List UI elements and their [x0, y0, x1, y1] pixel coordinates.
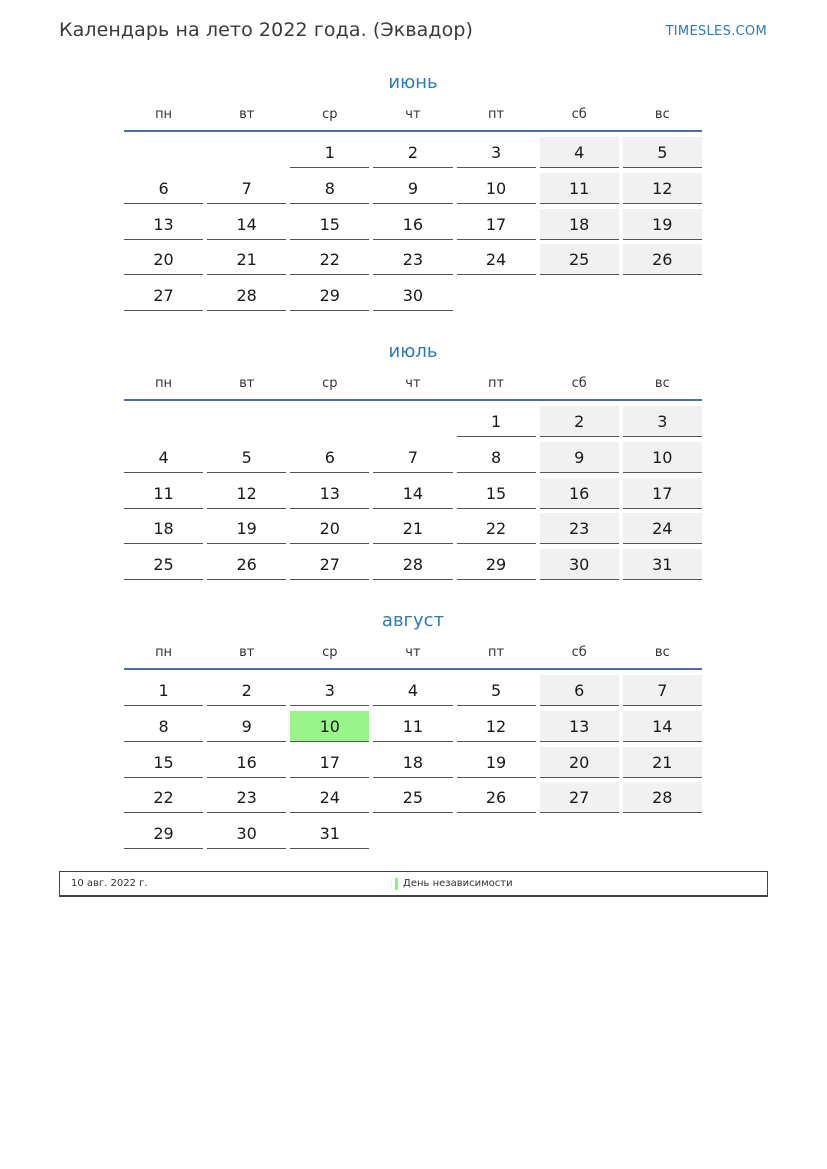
legend-swatch [395, 878, 398, 890]
day-number: 13 [540, 711, 619, 742]
day-number: 13 [124, 209, 203, 240]
day-number: 5 [207, 442, 286, 473]
weekday-header [122, 106, 704, 130]
day-number: 13 [290, 478, 369, 509]
day-number: 1 [457, 406, 536, 437]
day-cell [621, 478, 704, 514]
day-cell [621, 442, 704, 478]
weekday-label: чт [405, 376, 421, 391]
day-number: 3 [290, 675, 369, 706]
day-number: 21 [373, 513, 452, 544]
day-number: 22 [124, 782, 203, 813]
day-cell [122, 442, 205, 478]
day-cell [288, 513, 371, 549]
legend-date: 10 авг. 2022 г. [71, 878, 148, 889]
month-july [122, 340, 704, 585]
day-cell [288, 173, 371, 209]
empty-cell [371, 406, 454, 442]
day-cell [371, 209, 454, 245]
day-number: 14 [207, 209, 286, 240]
day-cell [288, 244, 371, 280]
day-cell [288, 818, 371, 854]
day-cell [621, 513, 704, 549]
day-number: 2 [373, 137, 452, 168]
day-number: 30 [207, 818, 286, 849]
day-number: 23 [207, 782, 286, 813]
day-cell [205, 711, 288, 747]
day-grid [122, 401, 704, 585]
day-number: 27 [290, 549, 369, 580]
weekday-label: ср [322, 376, 338, 391]
day-cell [455, 406, 538, 442]
day-number: 24 [457, 244, 536, 275]
day-cell [455, 244, 538, 280]
day-number: 16 [540, 478, 619, 509]
day-cell [621, 747, 704, 783]
day-cell [122, 782, 205, 818]
day-number: 6 [290, 442, 369, 473]
day-number: 30 [540, 549, 619, 580]
day-cell [122, 173, 205, 209]
day-number: 20 [290, 513, 369, 544]
day-number: 21 [207, 244, 286, 275]
day-number: 16 [373, 209, 452, 240]
day-cell [621, 782, 704, 818]
day-cell [205, 442, 288, 478]
weekday-label: пт [488, 107, 505, 122]
day-cell [538, 675, 621, 711]
day-number: 26 [623, 244, 702, 275]
day-number: 19 [623, 209, 702, 240]
day-cell [621, 173, 704, 209]
day-cell [621, 711, 704, 747]
day-cell [538, 442, 621, 478]
day-number: 31 [623, 549, 702, 580]
day-number: 9 [540, 442, 619, 473]
day-number: 8 [457, 442, 536, 473]
day-number: 30 [373, 280, 452, 311]
weekday-label: пн [155, 107, 173, 122]
day-cell [371, 173, 454, 209]
weekday-label: сб [571, 107, 587, 122]
day-number: 24 [290, 782, 369, 813]
weekday-label: вт [239, 376, 255, 391]
day-cell [288, 747, 371, 783]
day-cell [371, 747, 454, 783]
weekday-label: сб [571, 645, 587, 660]
day-number: 10 [290, 711, 369, 742]
day-number: 11 [540, 173, 619, 204]
day-number: 6 [540, 675, 619, 706]
day-cell [538, 137, 621, 173]
day-cell [371, 244, 454, 280]
day-cell [288, 675, 371, 711]
day-cell [455, 747, 538, 783]
day-cell [538, 173, 621, 209]
day-cell [455, 209, 538, 245]
holiday-legend [59, 871, 768, 897]
month-august [122, 609, 704, 854]
day-cell [621, 406, 704, 442]
day-number: 1 [290, 137, 369, 168]
day-number: 6 [124, 173, 203, 204]
day-number: 22 [290, 244, 369, 275]
day-cell [288, 782, 371, 818]
day-number: 17 [623, 478, 702, 509]
day-number: 2 [207, 675, 286, 706]
day-cell [288, 280, 371, 316]
day-cell [288, 549, 371, 585]
day-cell [205, 173, 288, 209]
day-number: 12 [457, 711, 536, 742]
day-number: 1 [124, 675, 203, 706]
day-number: 20 [124, 244, 203, 275]
weekday-label: пт [488, 376, 505, 391]
day-number: 24 [623, 513, 702, 544]
day-number: 2 [540, 406, 619, 437]
day-cell [538, 549, 621, 585]
day-number: 11 [373, 711, 452, 742]
day-number: 26 [207, 549, 286, 580]
day-cell [371, 478, 454, 514]
legend-label: День независимости [403, 878, 513, 889]
weekday-label: вс [654, 645, 670, 660]
day-cell [455, 549, 538, 585]
day-cell [205, 280, 288, 316]
month-name: июнь [388, 72, 438, 93]
day-cell [538, 711, 621, 747]
day-number: 7 [623, 675, 702, 706]
day-cell [371, 711, 454, 747]
day-number: 19 [207, 513, 286, 544]
weekday-header [122, 375, 704, 399]
day-cell [371, 782, 454, 818]
month-name: август [381, 610, 445, 631]
day-cell [122, 280, 205, 316]
weekday-label: чт [405, 645, 421, 660]
month-june [122, 71, 704, 316]
day-number: 29 [124, 818, 203, 849]
day-number: 25 [124, 549, 203, 580]
day-cell [122, 747, 205, 783]
day-number: 15 [290, 209, 369, 240]
day-number: 29 [290, 280, 369, 311]
day-number: 25 [540, 244, 619, 275]
day-cell [122, 818, 205, 854]
day-number: 16 [207, 747, 286, 778]
empty-cell [205, 406, 288, 442]
day-number: 18 [540, 209, 619, 240]
day-cell [455, 782, 538, 818]
day-cell [538, 782, 621, 818]
day-number: 29 [457, 549, 536, 580]
day-cell [122, 675, 205, 711]
weekday-label: ср [322, 107, 338, 122]
day-cell [205, 244, 288, 280]
day-number: 5 [623, 137, 702, 168]
day-number: 18 [124, 513, 203, 544]
day-cell [371, 675, 454, 711]
holiday-day-cell [288, 711, 371, 747]
day-cell [371, 280, 454, 316]
day-number: 18 [373, 747, 452, 778]
day-cell [288, 442, 371, 478]
day-cell [538, 478, 621, 514]
day-cell [455, 137, 538, 173]
day-number: 4 [540, 137, 619, 168]
empty-cell [288, 406, 371, 442]
day-number: 12 [207, 478, 286, 509]
day-cell [621, 675, 704, 711]
day-number: 31 [290, 818, 369, 849]
weekday-header [122, 644, 704, 668]
day-cell [455, 173, 538, 209]
day-number: 28 [623, 782, 702, 813]
day-cell [371, 442, 454, 478]
day-number: 22 [457, 513, 536, 544]
day-number: 12 [623, 173, 702, 204]
month-name: июль [388, 341, 438, 362]
day-number: 9 [207, 711, 286, 742]
day-cell [371, 137, 454, 173]
day-cell [122, 513, 205, 549]
day-number: 23 [540, 513, 619, 544]
day-cell [122, 478, 205, 514]
day-cell [205, 747, 288, 783]
day-number: 7 [373, 442, 452, 473]
weekday-label: сб [571, 376, 587, 391]
day-number: 11 [124, 478, 203, 509]
day-cell [621, 244, 704, 280]
weekday-label: вс [654, 376, 670, 391]
day-number: 9 [373, 173, 452, 204]
day-cell [288, 209, 371, 245]
day-cell [538, 747, 621, 783]
day-cell [621, 137, 704, 173]
day-cell [122, 244, 205, 280]
day-cell [538, 406, 621, 442]
day-number: 14 [623, 711, 702, 742]
weekday-label: вс [654, 107, 670, 122]
day-cell [538, 244, 621, 280]
day-number: 19 [457, 747, 536, 778]
day-cell [205, 818, 288, 854]
day-number: 17 [290, 747, 369, 778]
day-cell [538, 209, 621, 245]
day-number: 8 [290, 173, 369, 204]
day-cell [621, 549, 704, 585]
day-number: 25 [373, 782, 452, 813]
empty-cell [122, 406, 205, 442]
day-number: 3 [623, 406, 702, 437]
day-number: 21 [623, 747, 702, 778]
day-cell [288, 137, 371, 173]
day-number: 10 [623, 442, 702, 473]
day-cell [122, 711, 205, 747]
day-number: 17 [457, 209, 536, 240]
day-cell [455, 478, 538, 514]
day-number: 28 [207, 280, 286, 311]
day-cell [288, 478, 371, 514]
day-cell [122, 209, 205, 245]
day-cell [371, 549, 454, 585]
day-cell [205, 478, 288, 514]
day-cell [538, 513, 621, 549]
day-cell [621, 209, 704, 245]
weekday-label: вт [239, 645, 255, 660]
day-grid [122, 670, 704, 854]
day-number: 7 [207, 173, 286, 204]
day-number: 23 [373, 244, 452, 275]
day-cell [205, 209, 288, 245]
weekday-label: ср [322, 645, 338, 660]
day-cell [205, 782, 288, 818]
day-cell [455, 675, 538, 711]
day-number: 15 [457, 478, 536, 509]
empty-cell [122, 137, 205, 173]
page-title: Календарь на лето 2022 года. (Эквадор) [59, 19, 474, 41]
day-cell [205, 513, 288, 549]
day-cell [371, 513, 454, 549]
empty-cell [205, 137, 288, 173]
weekday-label: чт [405, 107, 421, 122]
day-cell [122, 549, 205, 585]
day-number: 28 [373, 549, 452, 580]
day-cell [455, 442, 538, 478]
day-number: 4 [373, 675, 452, 706]
day-number: 3 [457, 137, 536, 168]
weekday-label: пт [488, 645, 505, 660]
day-cell [455, 711, 538, 747]
day-number: 8 [124, 711, 203, 742]
day-number: 5 [457, 675, 536, 706]
day-grid [122, 132, 704, 316]
day-number: 4 [124, 442, 203, 473]
day-number: 14 [373, 478, 452, 509]
day-number: 15 [124, 747, 203, 778]
day-number: 27 [124, 280, 203, 311]
day-number: 10 [457, 173, 536, 204]
site-link[interactable]: TIMESLES.COM [665, 24, 767, 39]
weekday-label: пн [155, 376, 173, 391]
weekday-label: пн [155, 645, 173, 660]
day-number: 26 [457, 782, 536, 813]
day-cell [205, 549, 288, 585]
day-cell [455, 513, 538, 549]
weekday-label: вт [239, 107, 255, 122]
day-number: 27 [540, 782, 619, 813]
day-number: 20 [540, 747, 619, 778]
day-cell [205, 675, 288, 711]
